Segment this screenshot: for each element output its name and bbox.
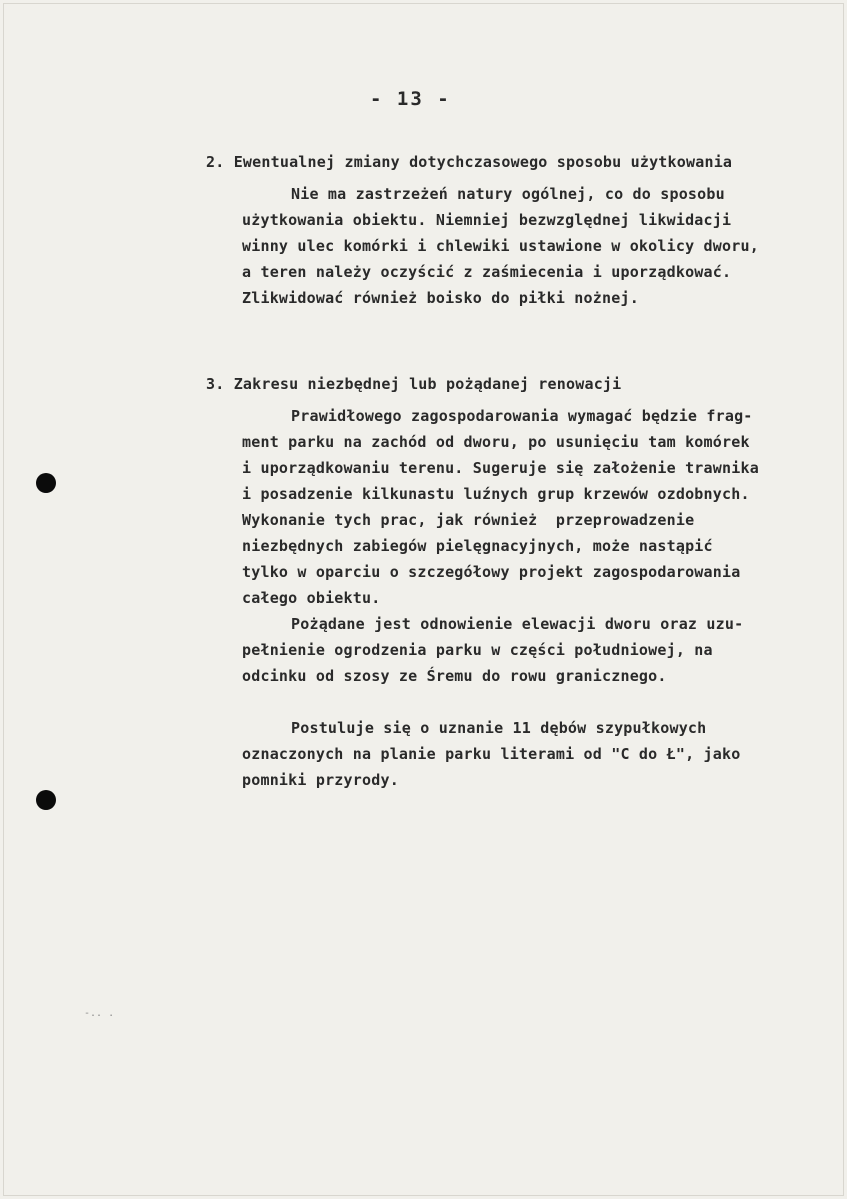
section-3-para2-line: pełnienie ogrodzenia parku w części południowej, na — [242, 641, 713, 659]
page-number: - 13 - — [370, 88, 451, 110]
section-3-para1-line: Wykonanie tych prac, jak również przeprowadzenie — [242, 511, 695, 529]
section-3-para3-line: oznaczonych na planie parku literami od "C do Ł", jako — [242, 745, 741, 763]
section-2-line: winny ulec komórki i chlewiki ustawione w okolicy dworu, — [242, 237, 759, 255]
punch-hole — [36, 790, 56, 810]
section-3-para2-line: Pożądane jest odnowienie elewacji dworu oraz uzu- — [291, 615, 744, 633]
stray-mark: -.. . — [84, 1008, 115, 1019]
section-3-para1-line: i posadzenie kilkunastu luźnych grup krzewów ozdobnych. — [242, 485, 750, 503]
section-3-para1-line: całego obiektu. — [242, 589, 381, 607]
section-3-para3-line: pomniki przyrody. — [242, 771, 399, 789]
section-3-para2-line: odcinku od szosy ze Śremu do rowu granicznego. — [242, 667, 667, 685]
section-2-heading: 2. Ewentualnej zmiany dotychczasowego sposobu użytkowania — [206, 153, 733, 171]
section-3-para3-line: Postuluje się o uznanie 11 dębów szypułkowych — [291, 719, 707, 737]
section-2-line: Nie ma zastrzeżeń natury ogólnej, co do sposobu — [291, 185, 725, 203]
section-3-heading: 3. Zakresu niezbędnej lub pożądanej renowacji — [206, 375, 622, 393]
section-2-line: Zlikwidować również boisko do piłki nożnej. — [242, 289, 639, 307]
section-2-line: użytkowania obiektu. Niemniej bezwzględnej likwidacji — [242, 211, 732, 229]
section-3-para1-line: i uporządkowaniu terenu. Sugeruje się założenie trawnika — [242, 459, 759, 477]
section-3-para1-line: Prawidłowego zagospodarowania wymagać będzie frag- — [291, 407, 753, 425]
section-3-para1-line: tylko w oparciu o szczegółowy projekt zagospodarowania — [242, 563, 741, 581]
section-3-para1-line: niezbędnych zabiegów pielęgnacyjnych, może nastąpić — [242, 537, 713, 555]
section-3-para1-line: ment parku na zachód od dworu, po usunięciu tam komórek — [242, 433, 750, 451]
section-2-line: a teren należy oczyścić z zaśmiecenia i uporządkować. — [242, 263, 732, 281]
punch-hole — [36, 473, 56, 493]
